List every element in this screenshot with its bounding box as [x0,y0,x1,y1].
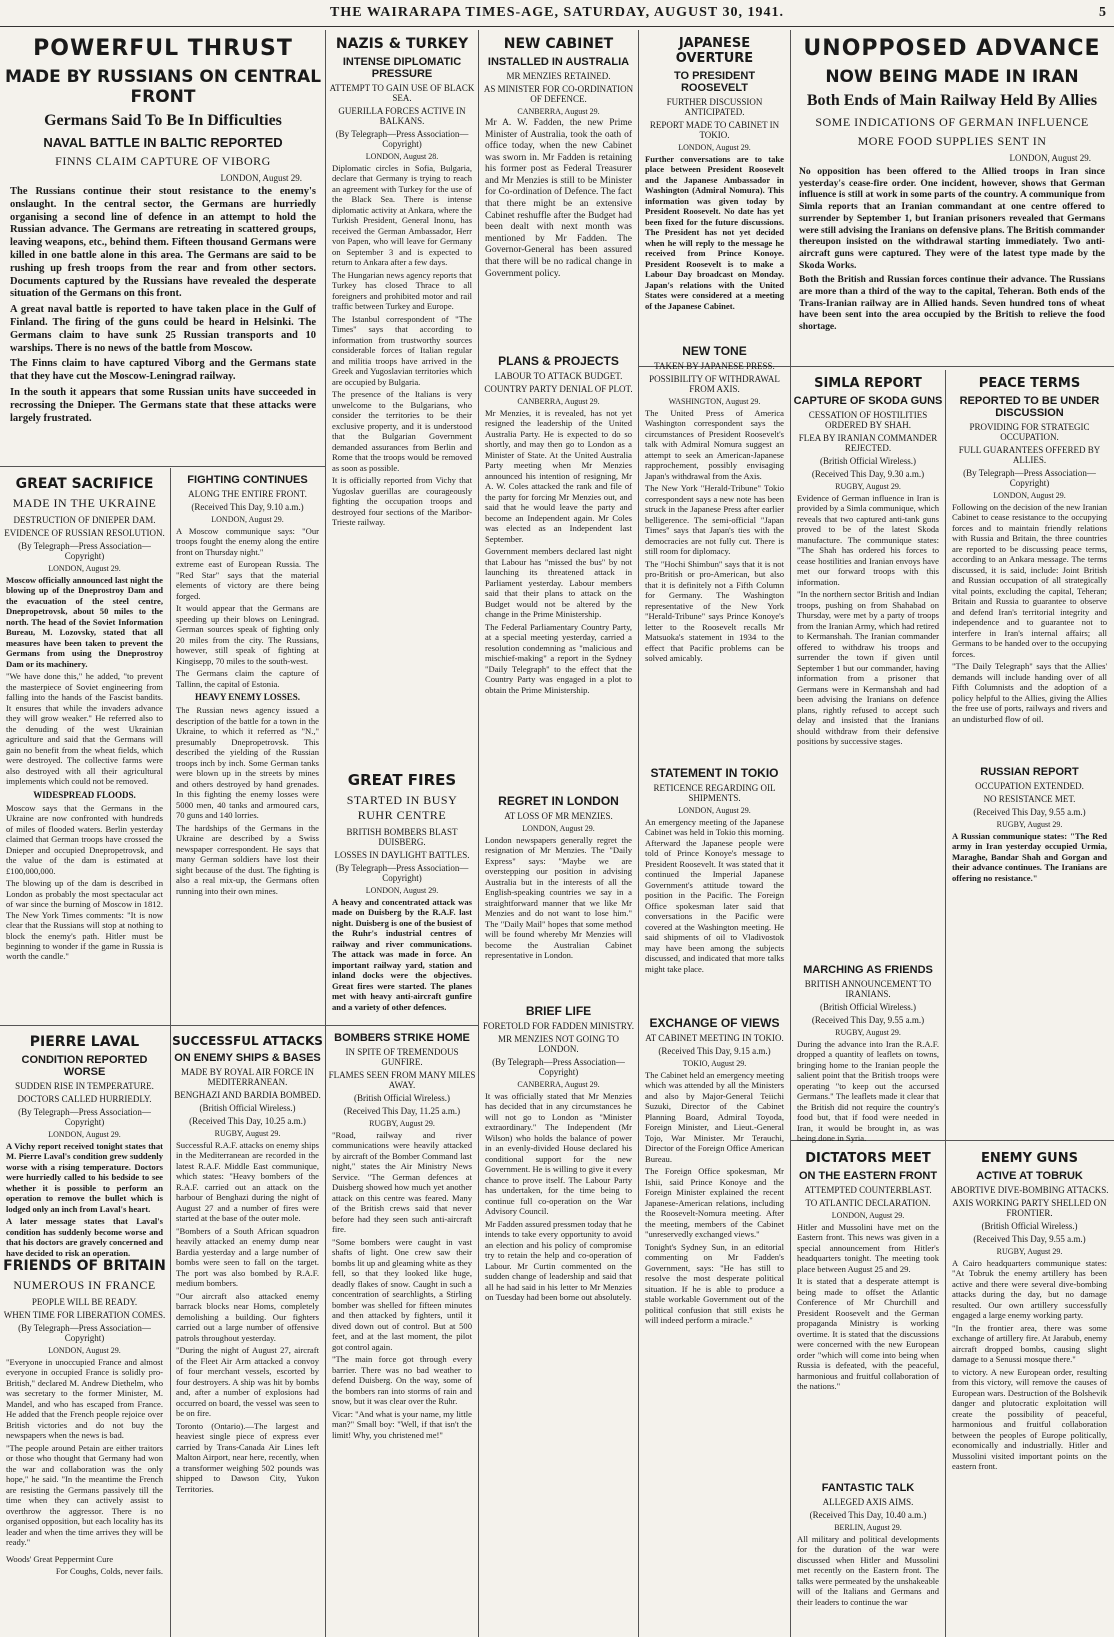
subheadline: CONDITION REPORTED WORSE [21,1054,148,1078]
credit: (By Telegraph—Press Association—Copyright) [492,1057,625,1077]
subheadline: ON THE EASTERN FRONT [798,1170,938,1182]
paragraph: The blowing up of the dam is described in London as probably the most spectacular act of war since the burning of Moscow in 1812. The New York Times comments: "It is now clear that the Russians will stop at nothing to block the enemy's path. Hitler must be beginning to wonder if the game in Russia is worth the candle." [6,878,163,962]
column-rule [790,30,791,1637]
subheadline: HEAVY ENEMY LOSSES. [195,692,300,703]
subheadline: CAPTURE OF SKODA GUNS [793,395,943,407]
article-dictators-meet [793,1145,943,1475]
headline: SIMLA REPORT [814,376,922,391]
paragraph: "Everyone in unoccupied France and almost everyone in occupied France is solidly pro-British," declared M. Andrew Diethelm, who was secretary to the former Minister, M. Mandel, and who has escaped from France. He added that the French people rejoice over British victories and do not buy the newspapers when the news is bad. [6,1357,163,1441]
paragraph: Moscow officially announced last night the blowing up of the Dneprostroy Dam and the evacuation of the steel centre, Dnepropetrovsk, about 50 miles to the north. The head of the Soviet Information Bureau, M. Lozovsky, stated that all measures have been taken to prevent the Germans from using the Dneprostroy Dam or its machinery. [6,575,163,669]
paragraph: The Istanbul correspondent of "The Times" says that according to information from trustworthy sources considerable forces of Italian regular and militia troops have arrived in the Greek and Yugoslavian territories which are occupied by Bulgaria. [332,313,472,387]
paragraph: Both the British and Russian forces continue their advance. The Russians are more than a third of the way to the capital, Teheran. Both ends of the Trans-Iranian railway are in Allied hands. Seven hundred tons of wheat have been sent into the area occupied by the British to relieve the food shortage. [799,274,1105,333]
headline: GREAT FIRES [347,771,457,789]
dateline: LONDON, August 29. [211,515,284,524]
subheadline: SOME INDICATIONS OF GERMAN INFLUENCE [815,115,1089,129]
headline: NEW TONE [682,344,747,358]
credit: (By Telegraph—Press Association—Copyright) [18,541,151,561]
subheadline: NAVAL BATTLE IN BALTIC REPORTED [43,135,283,150]
headline: SUCCESSFUL ATTACKS [172,1034,323,1048]
paragraph: A heavy and concentrated attack was made on Duisberg by the R.A.F. last night. Duisberg is one of the busiest of the Ruhr's industrial centres of railway and river communications. The attack was made in force. An important railway yard, station and inland docks were the objectives. Great fires were started. The planes met with heavy anti-aircraft gunfire and a variety of other defences. [332,897,472,1012]
headline: BRIEF LIFE [525,1004,592,1018]
subheadline: FLEA BY IRANIAN COMMANDER REJECTED. [798,433,938,453]
subheadline: SUDDEN RISE IN TEMPERATURE. [15,1081,154,1091]
headline: POWERFUL THRUST [33,36,293,61]
subheadline: TAKEN BY JAPANESE PRESS. [654,361,775,371]
article-statement-in-tokio [641,762,788,1012]
credit: (British Official Wireless.) [819,1002,917,1012]
subheadline: NUMEROUS IN FRANCE [13,1278,156,1292]
dateline: CANBERRA, August 29. [517,1080,600,1089]
paragraph: The presence of the Italians is very unwelcome to the Bulgarians, who consider the territories to be their exclusive property, and it is understood that the Bulgarian Government demanded assurances from Berlin and Rome that the troops would be removed as soon as possible. [332,389,472,473]
paragraph: Mr Menzies, it is revealed, has not yet resigned the leadership of the United Australia Party. He is expected to do so shortly, and may then go to London as a Minister of State. At the United Australia Party meeting when Mr Menzies announced his intention of resigning, Mr A. W. Coles attacked the rank and file of the party for forcing Mr Menzies out, and said that he would leave the party and become an Independent again. Mr Coles was elected as an Independent last September. [485,408,632,544]
paragraph: "Our aircraft also attacked enemy barrack blocks near Homs, completely demolishing a building. Our fighters carried out a large number of offensive patrols throughout yesterday. [176,1290,319,1343]
dateline: RUGBY, August 29. [996,1247,1063,1256]
subheadline: COUNTRY PARTY DENIAL OF PLOT. [484,384,633,394]
subheadline: AXIS WORKING PARTY SHELLED ON FRONTIER. [952,1198,1107,1218]
received: (Received This Day, 9.15 a.m.) [658,1046,771,1056]
article-new-cabinet [481,30,636,350]
received: (Received This Day, 9.10 a.m.) [191,502,304,512]
paragraph: The Russians continue their stout resistance to the enemy's onslaught. In the central sector, the Germans are hurriedly organising a second line of defence in an attempt to hold the Russian advance. The Germans are retreating in scattered groups, leaving weapons, etc., behind them. Fifteen thousand Germans were killed in one battle alone in this area. The Germans are said to be rushing up fresh troops from the rear and from other sectors. Documents captured by the Russians have revealed the desperate situation of the Germans on this front. [10,186,316,300]
subheadline: AS MINISTER FOR CO-ORDINATION OF DEFENCE. [483,84,634,104]
subheadline: AT CABINET MEETING IN TOKIO. [645,1033,784,1043]
subheadline: REPORT MADE TO CABINET IN TOKIO. [649,120,780,140]
credit: (British Official Wireless.) [819,456,917,466]
subheadline: IN SPITE OF TREMENDOUS GUNFIRE. [345,1047,459,1067]
subheadline: AT LOSS OF MR MENZIES. [504,811,613,821]
dateline: CANBERRA, August 29. [517,107,600,116]
article-plans-projects [481,350,636,790]
advertisement: Woods' Great Peppermint Cure [6,1553,114,1564]
subheadline: RETICENCE REGARDING OIL SHIPMENTS. [653,783,776,803]
paragraph: The Federal Parliamentary Country Party, at a special meeting yesterday, carried a resolution condemning as "malicious and mischief-making" a report in the Sydney "Daily Telegraph" to the effect that the Country Party was engaged in a plot to obtain the Prime Ministership. [485,621,632,695]
subheadline: MADE BY ROYAL AIR FORCE IN MEDITERRANEAN. [180,1067,315,1087]
subheadline: CESSATION OF HOSTILITIES ORDERED BY SHAH. [808,410,928,430]
paragraph: All military and political developments for the duration of the war were discussed when Hitler and Mussolini met recently on the Eastern front. The talks were permeated by the unshakeable will of the Italians and Germans and their leaders to continue the war [797,1534,939,1607]
subheadline: LABOUR TO ATTACK BUDGET. [494,371,623,381]
paragraph: The hardships of the Germans in the Ukraine are described by a Swiss newspaper correspondent. He says that many German soldiers have lost their sight because of the dust. The fighting is also a real mix-up, the Germans often running into their own mines. [176,822,319,896]
paragraph: The Foreign Office spokesman, Mr Ishii, said Prince Konoye and the Foreign Minister explained the recent Japanese-American relations, including the Roosevelt-Nomura meeting. After the meeting, members of the Cabinet "unreservedly exchanged views." [645,1166,784,1240]
paragraph: A Vichy report received tonight states that M. Pierre Laval's condition grew suddenly worse with a rising temperature. Doctors were hurriedly called to his bedside to see whether it is possible to perform an operation to remove the bullet which is lodged only an inch from Laval's heart. [6,1141,163,1214]
headline: FANTASTIC TALK [821,1482,915,1494]
subheadline: ALLEGED AXIS AIMS. [822,1497,914,1507]
paragraph: An emergency meeting of the Japanese Cabinet was held in Tokio this morning. Afterward the Japanese people were told of Prince Konoye's message to President Roosevelt. It was stated that it continued the Imperial Japanese Government's attitude toward the position in the Pacific. The Foreign Office spokesman later said that conversations in the Pacific were covered at the Washington meeting. He said shipments of oil to Vladivostok may have been among the subjects discussed, and indicated that more talks might take place. [645,817,784,974]
subheadline: MORE FOOD SUPPLIES SENT IN [857,134,1047,148]
paragraph: Successful R.A.F. attacks on enemy ships in the Mediterranean are recorded in the latest R.A.F. Middle East communique, which states: "Heavy bombers of the R.A.F. carried out an attack on the harbour of Benghazi during the night of August 27 and a number of fires were started at the base of the outer mole. [176,1140,320,1224]
paragraph: "Some bombers were caught in vast shafts of light. One crew saw their bombs lit up and gleaming white as they fell, so that they looked like huge, deadly flakes of snow. Caught in such a concentration of searchlights, a Stirling bomber was shelled for fifteen minutes and then attacked by fighters, until it dived down out of control. But at 500 feet, and at the last moment, the pilot got control again. [332,1236,472,1352]
headline: PEACE TERMS [978,376,1081,391]
paragraph: Further conversations are to take place between President Roosevelt and the Japanese Ambassador in Washington (Admiral Nomura). This information was given today by President Roosevelt. No date has yet been fixed for the future discussions. The President has not yet decided when he will reply to the message he received from Prince Konoye. President Roosevelt is to make a Labour Day broadcast on Monday. Japan's relations with the United States were considered at a meeting of the Japanese Cabinet. [645,154,784,311]
paragraph: London newspapers generally regret the resignation of Mr Menzies. The "Daily Express" says: "Maybe we are overstepping our position in advising Australia but in the interests of all the English-speaking countries we say in a straightforward manner that we like Mr Menzies and do not want to lose him." The "Daily Mail" hopes that some method will be found whereby Mr Menzies will become the Australian Cabinet representative in London. [485,835,632,961]
subheadline: MR MENZIES RETAINED. [506,71,611,81]
paragraph: "Bombers of a South African squadron heavily attacked an enemy dump near Bardia yesterday and a large number of bombs were seen to fall on the target. The port was also bombed by R.A.F. medium bombers. [176,1225,319,1289]
paragraph: In the south it appears that some Russian units have succeeded in recrossing the Dnieper. The Germans state that these attacks were largely frustrated. [10,386,316,424]
dateline: LONDON, August 29. [831,1211,905,1220]
masthead [0,0,1114,27]
article-successful-attacks [172,1028,323,1636]
paragraph: Following on the decision of the new Iranian Cabinet to cease resistance to the occupying forces and to maintain friendly relations with Russia and Britain, the three countries are reported to be discussing peace terms, according to an Ankara message. The terms discussed, it is said, include: Joint British and Russian occupation of all strategically vital points, excluding the capital, Teheran; Britain and Russia to guarantee to observe and defend Iran's territorial integrity and independence and to guarantee not to interfere in Iran's internal affairs; all Germans to be handed over to the occupying forces. [952,502,1107,659]
subheadline: INSTALLED IN AUSTRALIA [487,56,630,68]
received: (Received This Day, 10.25 a.m.) [189,1116,306,1126]
subheadline: WHEN TIME FOR LIBERATION COMES. [3,1310,166,1320]
article-fighting-continues [172,470,323,1022]
dateline: RUGBY, August 29. [835,1028,901,1037]
paragraph: The Germans claim the capture of Tallinn, the capital of Estonia. [176,668,319,689]
paragraph: No opposition has been offered to the Allied troops in Iran since yesterday's cease-fire order. One incident, however, shows that German influence is still at work in some parts of the country. A communique from Simla reports that an Iranian commandant at one centre offered to surrender by September 1, but Iranian prisoners revealed that Germans were still advising the Iranians on defensive plans. The British commander thereupon insisted on the withdrawal starting immediately. Two anti-aircraft guns were captured. They were of the latest type made by the Skoda Works. [799,166,1105,271]
headline: UNOPPOSED ADVANCE [803,36,1101,61]
credit: (By Telegraph—Press Association—Copyright) [335,129,469,149]
dateline: CANBERRA, August 29. [517,397,600,406]
received: (Received This Day, 9.55 a.m.) [811,1015,925,1025]
article-powerful-thrust [4,30,322,464]
subheadline: TO PRESIDENT ROOSEVELT [673,70,756,94]
subheadline: TO ATLANTIC DECLARATION. [805,1198,931,1208]
paragraph: The Cabinet held an emergency meeting which was attended by all the Ministers and also by Major-General Teiichi Suzuki, Director of the Cabinet Planning Board, Admiral Toyoda, Foreign Minister, and Lieut.-General Tojo, War Minister. Mr Terauchi, Director of the Foreign Office American Bureau. [645,1070,784,1164]
paragraph: "Road, railway and river communications were heavily attacked by aircraft of the Bomber Command last night," states the Air Ministry News Service. "The German defences at Duisberg showed how much yet another attack on this centre was feared. Many of the British crews said that never before had they seen such anti-aircraft fire. [332,1130,472,1235]
received: (Received This Day, 10.40 a.m.) [809,1510,927,1520]
subheadline: STARTED IN BUSY RUHR CENTRE [346,793,458,822]
dateline: LONDON, August 29. [48,1346,121,1355]
headline: EXCHANGE OF VIEWS [649,1016,780,1030]
headline: NEW CABINET [503,36,614,52]
headline: RUSSIAN REPORT [980,766,1079,778]
subheadline: FURTHER DISCUSSION ANTICIPATED. [666,97,763,117]
article-bombers-strike-home [328,1028,476,1636]
article-regret-in-london [481,790,636,1000]
subheadline: EVIDENCE OF RUSSIAN RESOLUTION. [4,528,165,538]
dateline: LONDON, August 29. [993,491,1066,500]
subheadline: FORETOLD FOR FADDEN MINISTRY. [482,1021,635,1031]
subheadline: MR MENZIES NOT GOING TO LONDON. [497,1034,619,1054]
dateline: LONDON, August 29. [48,564,121,573]
subheadline: BRITISH ANNOUNCEMENT TO IRANIANS. [804,979,932,999]
paragraph: extreme east of European Russia. The "Red Star" says that the material elements of victory are there being forged. [176,559,319,601]
dateline: LONDON, August 28. [365,152,439,161]
column-rule [478,30,479,1637]
paragraph: "During the night of August 27, aircraft of the Fleet Air Arm attacked a convoy of four merchant vessels, escorted by four destroyers. A ship was hit by bombs and, after a number of explosions had occurred on board, the vessel was seen to be on fire. [176,1345,319,1419]
headline: REGRET IN LONDON [498,794,619,808]
received: (Received This Day, 9.55 a.m.) [973,1234,1086,1244]
column-rule [638,30,639,1637]
subheadline: ABORTIVE DIVE-BOMBING ATTACKS. [950,1185,1109,1195]
paragraph: A great naval battle is reported to have taken place in the Gulf of Finland. The firing of the guns could be heard in Helsinki. The Germans claim to have sunk 25 Russian transports and 10 warships. There is no news of the battle from Moscow. [10,304,316,354]
paragraph: It is officially reported from Vichy that Yugoslav guerillas are courageously fighting the occupation troops and destroyed four sections of the Maribor-Trieste railway. [332,475,472,527]
paragraph: It was officially stated that Mr Menzies has decided that in any circumstances he will not go to London as "Minister extraordinary." The Independent (Mr Wilson) who holds the balance of power in an evenly-divided House declared his conditional support for the new Government. He is willing to give it every chance to prove itself. The Labour Party has undertaken, for the time being to continue full co-operation on the War Advisory Council. [485,1091,632,1217]
article-great-sacrifice [2,470,167,1022]
paragraph: The Finns claim to have captured Viborg and the Germans state that they have cut the Moscow-Leningrad railway. [10,358,316,383]
paragraph: "We have done this," he added, "to prevent the masterpiece of Soviet engineering from falling into the hands of the Fascist bandits. It ensures that while the invaders advance they will grow weaker." He referred also to the denuding of the west Ukrainian agriculture and said that the Germans will gain no benefit from the wheat fields, which were destroyed. The collective farms were also destroyed with all their agricultural implements which could not be removed. [6,671,163,787]
subheadline: FLAMES SEEN FROM MANY MILES AWAY. [328,1070,476,1090]
dateline: LONDON, August 29. [48,1130,121,1139]
article-russian-report [948,762,1111,1138]
paragraph: Hitler and Mussolini have met on the Eastern front. This news was given in a special announcement from Hitler's headquarters tonight. The meeting took place between August 25 and 29. [797,1222,939,1274]
article-brief-life [481,1000,636,1636]
credit: (British Official Wireless.) [199,1103,296,1113]
headline: PLANS & PROJECTS [498,354,619,368]
dateline: LONDON, August 29. [678,143,751,152]
paragraph: "The people around Petain are either traitors or those who thought that Germany had won the war and collaboration was the only hope," he said. "In the meantime the French are resisting the Germans passively till the time when they can actively assist to overthrow the aggressor. There is no organised opposition, but each locality has its leader and when the time arrives they will be ready." [6,1442,163,1548]
article-great-fires [328,765,476,1020]
dateline: TOKIO, August 29. [682,1059,747,1068]
paragraph: A Cairo headquarters communique states: "At Tobruk the enemy artillery has been active and there were several dive-bombing attacks during the day, but no damage resulted. Our own artillery successfully engaged a large enemy working party. [952,1258,1107,1321]
dateline: RUGBY, August 29. [835,482,901,491]
paragraph: It is stated that a desperate attempt is being made to offset the Atlantic Conference of Mr Churchill and President Roosevelt and the German propaganda Ministry is working overtime. It is stated that the discussions were concerned with the new European order "which will come into being when Russia is defeated, with the peaceful, harmonious and fruitful collaboration of the nations." [797,1276,939,1392]
paragraph: A Moscow communique says: "Our troops fought the enemy along the entire front on Thursday night." [176,526,319,557]
section-rule [170,1025,478,1026]
paragraph: "The Daily Telegraph" says that the Allies' demands will include handing over of all Fifth Columnists and the adoption of a policy helpful to the Allies, giving the Allies the free use of ports, railways and rivers and an undisturbed flow of oil. [952,661,1107,724]
credit: (By Telegraph—Press Association—Copyright) [335,863,469,883]
subheadline: DESTRUCTION OF DNIEPER DAM. [13,515,156,525]
subheadline: NOW BEING MADE IN IRAN [825,67,1079,87]
paragraph: Evidence of German influence in Iran is provided by a Simla communique, which reveals that two captured anti-tank guns proved to be of the latest Skoda manufacture. The communique states: "The Shah has ordered his forces to cease hostilities and Iranian envoys have met our forward troops with this information. [797,493,939,587]
paragraph: A Russian communique states: "The Red army in Iran yesterday occupied Urmia, Maraghe, Bandar Shah and Gorgan and their advance continues. The Iranians are offering no resistance." [952,831,1107,883]
headline: NAZIS & TURKEY [335,36,469,52]
headline: BOMBERS STRIKE HOME [334,1032,470,1044]
paragraph: Tonight's Sydney Sun, in an editorial commenting on Mr Fadden's Government, says: "He has still to resolve the most desperate political situation. If he is able to produce a stable workable Government out of the political confusion that still exists he will indeed perform a miracle." [645,1241,784,1326]
headline: FIGHTING CONTINUES [187,474,308,486]
article-simla-report [793,370,943,747]
subheadline: ATTEMPT TO GAIN USE OF BLACK SEA. [329,83,475,103]
credit: (By Telegraph—Press Association—Copyright) [18,1323,151,1343]
dateline: RUGBY, August 29. [996,820,1063,829]
dateline: BERLIN, August 29. [834,1523,902,1532]
subheadline: NO RESISTANCE MET. [983,794,1076,804]
headline: GREAT SACRIFICE [15,476,154,492]
headline: STATEMENT IN TOKIO [650,766,779,780]
paragraph: Vicar: "And what is your name, my little man?" Small boy: "Well, if that isn't the limit! Why, you christened me!" [332,1408,472,1440]
article-unopposed-advance [793,30,1111,364]
article-friends-of-britain [2,1252,167,1636]
advertisement: For Coughs, Colds, never fails. [55,1566,163,1577]
subheadline: POSSIBILITY OF WITHDRAWAL FROM AXIS. [649,374,780,394]
credit: (British Official Wireless.) [981,1221,1078,1231]
subheadline: BENGHAZI AND BARDIA BOMBED. [174,1090,321,1100]
subheadline: PEOPLE WILL BE READY. [31,1297,138,1307]
article-peace-terms [948,370,1111,760]
headline: JAPANESE OVERTURE [675,36,754,66]
article-nazis-turkey [328,30,476,527]
subheadline: PROVIDING FOR STRATEGIC OCCUPATION. [969,422,1090,442]
paragraph: to victory. A new European order, resulting from this victory, will remove the causes of European wars. Destruction of the Bolshevik danger and plutocratic exploitation will create the possibility of peaceful, harmonious and fruitful collaboration between the peoples of Europe politically, economically and industrially. Hitler and Mussolini visited important points on the eastern front. [952,1366,1107,1472]
dateline: WASHINGTON, August 29. [668,397,761,406]
subheadline: Both Ends of Main Railway Held By Allies [806,92,1098,109]
paragraph: Diplomatic circles in Sofia, Bulgaria, declare that Germany is trying to reach an agreement with Turkey for the use of the Black Sea. There is intense diplomatic activity at Ankara, where the Turkish President, General Inonu, has received the German Ambassador, Herr von Papen, who will leave for Germany on September 3 and is expected to return to Ankara after a few days. [332,163,472,268]
article-pierre-laval [2,1028,167,1258]
dateline: LONDON, August 29. [522,824,595,833]
column-rule [170,468,171,1637]
dateline: RUGBY, August 29. [214,1129,281,1138]
paragraph: A later message states that Laval's condition has suddenly become worse and that his doctors are gravely concerned and have decided to risk an operation. [6,1216,163,1258]
dateline: LONDON, August 29. [220,173,302,183]
subheadline: REPORTED TO BE UNDER DISCUSSION [959,395,1100,419]
credit: (By Telegraph—Press Association—Copyright) [963,468,1096,488]
subheadline: ON ENEMY SHIPS & BASES [174,1052,321,1064]
subheadline: FULL GUARANTEES OFFERED BY ALLIES. [958,445,1101,465]
headline: ENEMY GUNS [981,1151,1078,1166]
article-marching-as-friends [793,960,943,1144]
paragraph: The "Hochi Shimbun" says that it is not pro-British or pro-American, but also that it is definitely not a Fifth Column for Germany. The Washington representative of the New York "Herald-Tribune" says Prince Konoye's letter to the Roosevelt recalls Mr Matsuoka's statement in 1934 to the effect that Pacific problems can be solved amicably. [645,558,784,664]
column-rule [325,30,326,1637]
article-japanese-overture [641,30,788,340]
subheadline: ATTEMPTED COUNTERBLAST. [804,1185,932,1195]
paragraph: Government members declared last night that Labour has "missed the bus" by not launching its threatened attack in Parliament yesterday. Labour members said that their plans to attack on the Budget would not be altered by the change in the Prime Ministership. [485,546,632,620]
received: (Received This Day, 11.25 a.m.) [343,1106,461,1116]
paragraph: Toronto (Ontario).—The largest and heaviest single piece of express ever carried by Trans-Canada Air Lines left Malton Airport, near here, recently, when a transformer weighing 502 pounds was shipped to Dawson City, Yukon Territories. [176,1420,319,1494]
received: (Received This Day, 9.55 a.m.) [973,807,1086,817]
article-fantastic-talk [793,1478,943,1636]
subheadline: GUERILLA FORCES ACTIVE IN BALKANS. [338,106,466,126]
paragraph: The New York "Herald-Tribune" Tokio correspondent says a new note has been struck in the Japanese Press after earlier belligerence. The semi-official "Japan Times" says that Japan's ties with the democracies are not fully cut. There is still room for diplomacy. [645,483,784,557]
headline: FRIENDS OF BRITAIN [3,1258,166,1274]
article-enemy-guns [948,1145,1111,1636]
subheadline: ALONG THE ENTIRE FRONT. [188,489,307,499]
article-exchange-of-views [641,1012,788,1636]
headline: MARCHING AS FRIENDS [803,964,933,976]
paragraph: The United Press of America Washington correspondent says the circumstances of President Roosevelt's talk with Admiral Nomura suggest an attempt to seek an American-Japanese rapprochement, possibly envisaging Japan's withdrawal from the Axis. [645,408,784,481]
dateline: LONDON, August 29. [365,886,439,895]
subheadline: LOSSES IN DAYLIGHT BATTLES. [334,850,470,860]
paragraph: The Hungarian news agency reports that Turkey has closed Thrace to all foreigners and prohibited motor and rail traffic between Turkey and Europe. [332,269,472,312]
paragraph: Moscow says that the Germans in the Ukraine are now confronted with hundreds of miles of flooded waters. Berlin yesterday claimed that German troops have crossed the Dnieper and occupied Dnepropetrovsk, and the value of the dam is estimated at £100,000,000. [6,802,163,876]
paragraph: Mr Fadden assured pressmen today that he intends to take every opportunity to avoid an election and his policy of compromise try to retain the help and co-operation of Labour. Mr Curtin commented on the sudden change of leadership and said that all he had said in his letter to Mr Menzies on Tuesday had been borne out absolutely. [485,1218,633,1303]
subheadline: MADE IN THE UKRAINE [12,496,157,510]
received: (Received This Day, 9.30 a.m.) [811,469,925,479]
subheadline: BRITISH BOMBERS BLAST DUISBERG. [346,827,458,847]
paragraph: "In the frontier area, there was some exchange of artillery fire. At Jarabub, enemy aircraft dropped bombs, causing slight damage to a Senussi mosque there." [952,1322,1107,1365]
subheadline: WIDESPREAD FLOODS. [33,789,136,800]
paragraph: During the advance into Iran the R.A.F. dropped a quantity of leaflets on towns, bringing home to the Iranian people the salient point that the British troops were operating "to keep out the accursed Germans." The leaflets made it clear that the British did not require the country's food but, that if food were needed in Iran, it would be brought in, as was being done in Syria. [797,1039,939,1144]
paragraph: The Russian news agency issued a description of the battle for a town in the Ukraine, to which it referred as "N.," presumably Dnepropetrovsk. This described the yielding of the Russian troops inch by inch. Some German tanks were blown up in the streets by mines and others destroyed by hand grenades. In this fighting the enemy losses were 5000 men, 40 tanks and armoured cars, 70 guns and 140 lorries. [176,705,319,821]
subheadline: ACTIVE AT TOBRUK [976,1170,1083,1182]
subheadline: MADE BY RUSSIANS ON CENTRAL FRONT [4,67,322,107]
paragraph: Mr A. W. Fadden, the new Prime Minister of Australia, took the oath of office today, when the new Cabinet was sworn in. Mr Fadden is retaining his former post as Federal Treasurer and Mr Menzies is still to be Minister for Co-ordination of Defence. The fact that there might be an extensive Cabinet reshuffle after the Budget had been dealt with next month was mentioned by Mr Fadden. The Governor-General has been assured that there will be no radical change in Government policy. [485,118,633,279]
section-rule [0,466,325,467]
paragraph: "In the northern sector British and Indian troops, pushing on from Shahabad on Thursday, were met by a party of troops from the Iranian Army, which had retired to Kermanshah. The Iranian commander offered to withdraw his troops and surrender the town if given until September 1 but our commander, having information from a prisoner that Germans were in Kermanshah and had been advising the Iranians on defence plans, rightly refused to accept such delay and insisted that the Iranians should withdraw from their defensive positions by successive stages. [797,589,939,747]
paragraph: It would appear that the Germans are speeding up their blows on Leningrad. German sources speak of fighting only 20 miles from the city. The Russians, however, still speak of fighting at Kingisepp, 70 miles to the south-west. [176,603,319,666]
paragraph: "The main force got through every barrier. There was no bad weather to defend Duisberg. On the way, some of the bombers ran into storms of rain and snow, but it was clear over the Ruhr. [332,1354,472,1407]
masthead-date: THE WAIRARAPA TIMES-AGE, SATURDAY, AUGUST 30, 1941. [330,5,784,20]
article-new-tone [641,340,788,760]
subheadline: Germans Said To Be In Difficulties [44,112,282,129]
subheadline: OCCUPATION EXTENDED. [975,781,1084,791]
dateline: LONDON, August 29. [1009,153,1091,163]
credit: (By Telegraph—Press Association—Copyright) [18,1107,151,1127]
subheadline: FINNS CLAIM CAPTURE OF VIBORG [55,154,271,168]
dateline: LONDON, August 29. [678,806,751,815]
subheadline: INTENSE DIPLOMATIC PRESSURE [342,56,462,80]
headline: DICTATORS MEET [805,1151,931,1166]
dateline: RUGBY, August 29. [369,1119,435,1128]
subheadline: DOCTORS CALLED HURRIEDLY. [17,1094,152,1104]
column-rule [945,370,946,1637]
credit: (British Official Wireless.) [353,1093,451,1103]
page-number: 5 [1099,5,1106,20]
headline: PIERRE LAVAL [29,1034,140,1050]
